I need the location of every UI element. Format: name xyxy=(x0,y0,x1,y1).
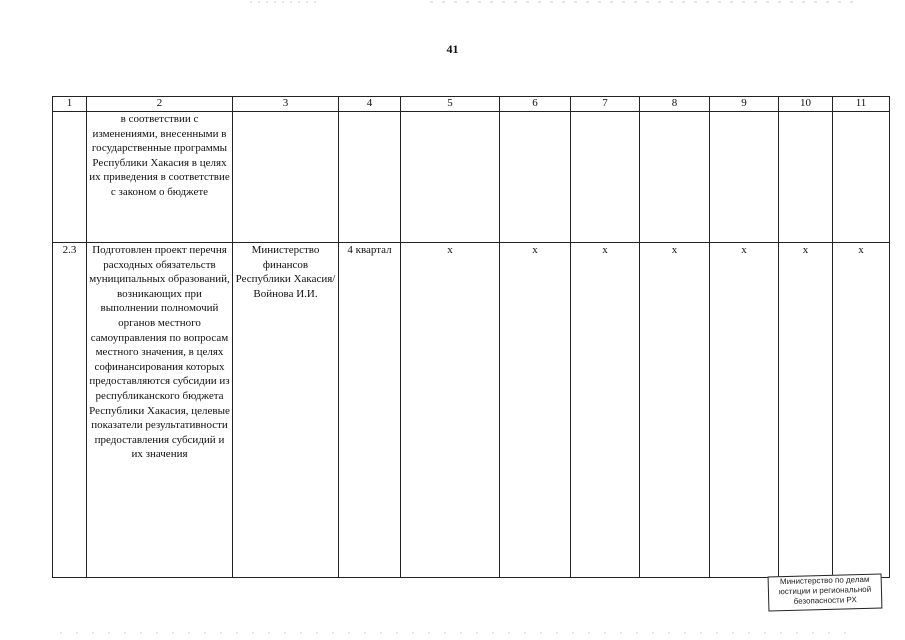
stamp-line-2: юстиции и региональной xyxy=(778,584,872,597)
col-header-5: 5 xyxy=(401,97,500,112)
stamp-line-1: Министерство по делам xyxy=(779,574,870,587)
cell-col7: х xyxy=(571,243,640,578)
scan-noise-bottom xyxy=(0,630,905,636)
cell-col10: х xyxy=(779,243,833,578)
cell-number xyxy=(53,112,87,243)
page-number: 41 xyxy=(446,42,459,56)
ministry-stamp xyxy=(768,574,883,612)
col-header-2: 2 xyxy=(87,97,233,112)
col-header-8: 8 xyxy=(640,97,710,112)
table-row xyxy=(53,243,890,578)
cell-col7 xyxy=(571,112,640,243)
cell-term xyxy=(339,112,401,243)
col-header-7: 7 xyxy=(571,97,640,112)
cell-col6 xyxy=(500,112,571,243)
col-header-4: 4 xyxy=(339,97,401,112)
cell-col5 xyxy=(401,112,500,243)
cell-col10 xyxy=(779,112,833,243)
col-header-11: 11 xyxy=(833,97,890,112)
plan-table xyxy=(52,96,890,578)
cell-responsible: Министерство финансов Республики Хакасия/ Войнова И.И. xyxy=(233,243,339,578)
cell-col11: х xyxy=(833,243,890,578)
cell-col11 xyxy=(833,112,890,243)
cell-event: Подготовлен проект перечня расходных обязательств муниципальных образований, возникающих при выполнении полномочий органов местного самоуправления по вопросам местного значения, в целях софинансирования которых предоставляются субсидии из республиканского бюджета Республики Хакасия, целевые показатели результативности предоставления субсидий и их значения xyxy=(87,243,233,578)
cell-col5: х xyxy=(401,243,500,578)
col-header-6: 6 xyxy=(500,97,571,112)
table-row xyxy=(53,112,890,243)
column-number-row xyxy=(53,97,890,112)
cell-col6: х xyxy=(500,243,571,578)
cell-col9 xyxy=(710,112,779,243)
cell-col9: х xyxy=(710,243,779,578)
cell-term: 4 квартал xyxy=(339,243,401,578)
scan-noise-top xyxy=(0,0,905,6)
cell-col8: х xyxy=(640,243,710,578)
cell-col8 xyxy=(640,112,710,243)
col-header-10: 10 xyxy=(779,97,833,112)
col-header-1: 1 xyxy=(53,97,87,112)
cell-number: 2.3 xyxy=(53,243,87,578)
col-header-3: 3 xyxy=(233,97,339,112)
stamp-line-3: безопасности РХ xyxy=(793,595,857,606)
cell-responsible xyxy=(233,112,339,243)
col-header-9: 9 xyxy=(710,97,779,112)
cell-event: в соответствии с изменениями, внесенными в государственные программы Республики Хакасия в целях их приведения в соответствие с законом о бюджете xyxy=(87,112,233,243)
